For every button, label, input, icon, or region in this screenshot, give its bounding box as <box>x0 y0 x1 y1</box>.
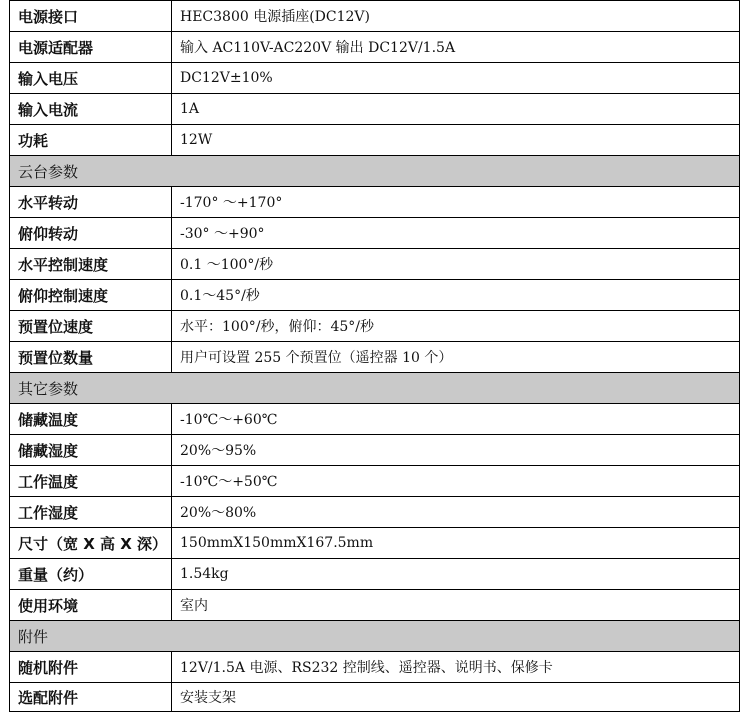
spec-table-body <box>10 1 740 712</box>
spec-key: 储藏温度 <box>10 404 172 435</box>
spec-value: 输入 AC110V-AC220V 输出 DC12V/1.5A <box>172 32 740 63</box>
spec-key: 输入电流 <box>10 94 172 125</box>
spec-value: DC12V±10% <box>172 63 740 94</box>
spec-row <box>10 280 740 311</box>
spec-row <box>10 590 740 621</box>
spec-value: HEC3800 电源插座(DC12V) <box>172 1 740 32</box>
spec-key: 水平转动 <box>10 187 172 218</box>
section-header-row <box>10 621 740 652</box>
spec-row <box>10 466 740 497</box>
spec-value: 20%～80% <box>172 497 740 528</box>
spec-value: -10℃～+60℃ <box>172 404 740 435</box>
spec-value: 用户可设置 255 个预置位（遥控器 10 个） <box>172 342 740 373</box>
spec-row <box>10 652 740 683</box>
spec-row <box>10 63 740 94</box>
spec-key: 储藏湿度 <box>10 435 172 466</box>
spec-value: 0.1～45°/秒 <box>172 280 740 311</box>
section-header-row <box>10 156 740 187</box>
spec-row <box>10 125 740 156</box>
spec-row <box>10 218 740 249</box>
spec-value: 水平：100°/秒，俯仰：45°/秒 <box>172 311 740 342</box>
section-title: 其它参数 <box>10 373 740 404</box>
spec-value: 安装支架 <box>172 683 740 712</box>
spec-key: 重量（约） <box>10 559 172 590</box>
section-title: 云台参数 <box>10 156 740 187</box>
spec-row <box>10 683 740 712</box>
spec-key: 尺寸（宽 X 高 X 深） <box>10 528 172 559</box>
spec-key: 使用环境 <box>10 590 172 621</box>
spec-value: 0.1 ～100°/秒 <box>172 249 740 280</box>
spec-value: 20%～95% <box>172 435 740 466</box>
spec-key: 俯仰控制速度 <box>10 280 172 311</box>
spec-key: 预置位速度 <box>10 311 172 342</box>
spec-value: 12V/1.5A 电源、RS232 控制线、遥控器、说明书、保修卡 <box>172 652 740 683</box>
spec-value: 150mmX150mmX167.5mm <box>172 528 740 559</box>
spec-row <box>10 94 740 125</box>
spec-row <box>10 528 740 559</box>
spec-key: 随机附件 <box>10 652 172 683</box>
spec-key: 预置位数量 <box>10 342 172 373</box>
spec-key: 俯仰转动 <box>10 218 172 249</box>
spec-row <box>10 404 740 435</box>
spec-key: 选配附件 <box>10 683 172 712</box>
spec-value: 室内 <box>172 590 740 621</box>
spec-row <box>10 1 740 32</box>
spec-row <box>10 249 740 280</box>
spec-row <box>10 32 740 63</box>
spec-value: -10℃～+50℃ <box>172 466 740 497</box>
spec-value: 1.54kg <box>172 559 740 590</box>
spec-value: -170° ～+170° <box>172 187 740 218</box>
spec-row <box>10 187 740 218</box>
spec-value: 12W <box>172 125 740 156</box>
spec-row <box>10 435 740 466</box>
spec-row <box>10 342 740 373</box>
spec-row <box>10 497 740 528</box>
spec-value: -30° ～+90° <box>172 218 740 249</box>
section-header-row <box>10 373 740 404</box>
spec-row <box>10 311 740 342</box>
spec-key: 功耗 <box>10 125 172 156</box>
spec-table <box>9 0 740 712</box>
spec-key: 电源适配器 <box>10 32 172 63</box>
section-title: 附件 <box>10 621 740 652</box>
spec-key: 工作温度 <box>10 466 172 497</box>
spec-row <box>10 559 740 590</box>
spec-value: 1A <box>172 94 740 125</box>
spec-key: 电源接口 <box>10 1 172 32</box>
spec-key: 水平控制速度 <box>10 249 172 280</box>
spec-key: 工作湿度 <box>10 497 172 528</box>
spec-key: 输入电压 <box>10 63 172 94</box>
